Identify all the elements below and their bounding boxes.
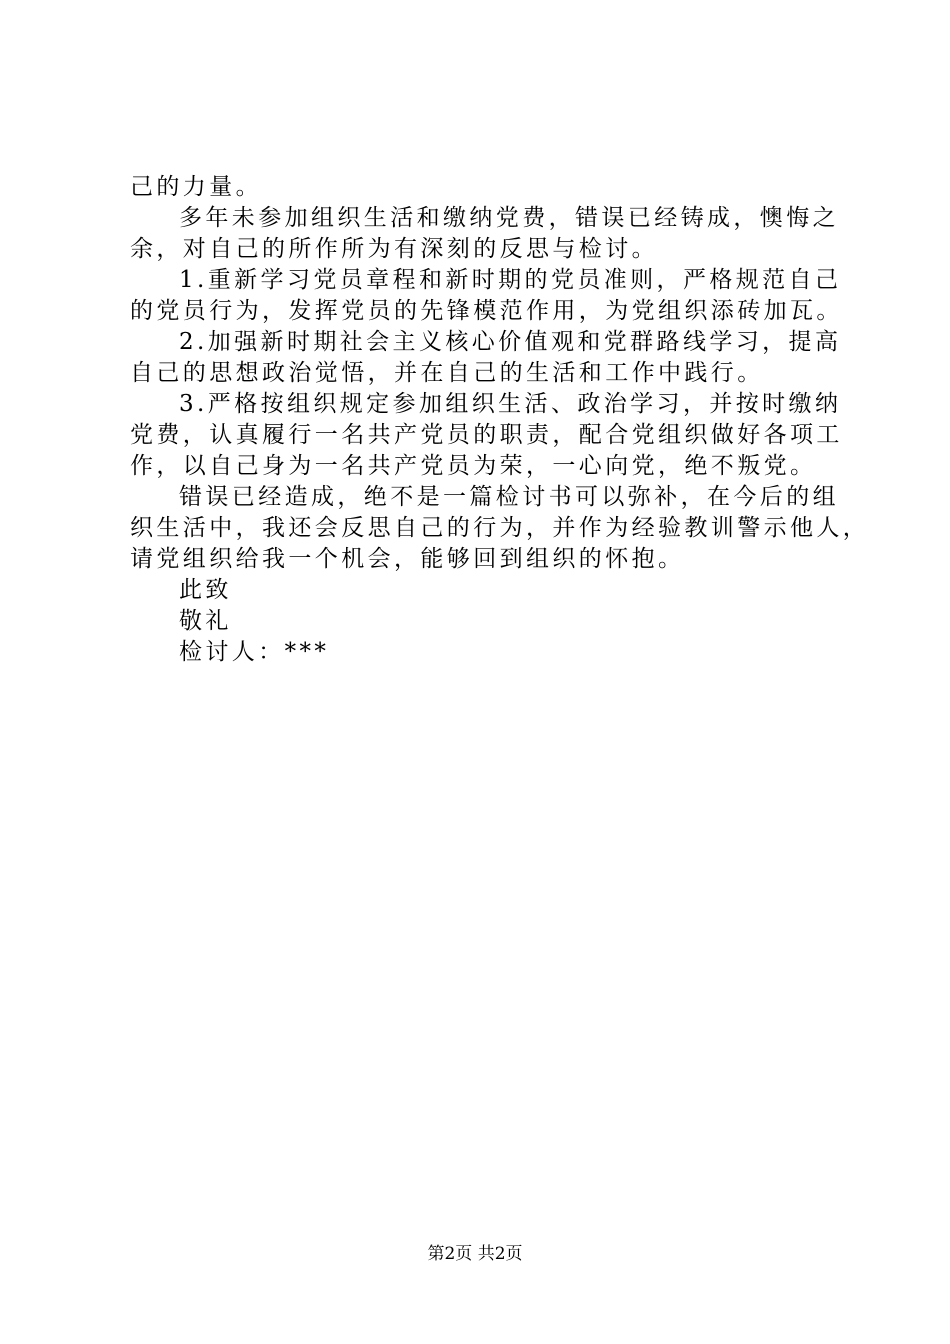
list-item-1-line: 1.重新学习党员章程和新时期的党员准则，严格规范自己 [179, 267, 842, 293]
body-line: 织生活中，我还会反思自己的行为，并作为经验教训警示他人， [130, 515, 870, 541]
signature-line: 检讨人：*** [179, 639, 330, 665]
body-line: 的党员行为，发挥党员的先锋模范作用，为党组织添砖加瓦。 [130, 298, 843, 324]
list-item-2-line: 2.加强新时期社会主义核心价值观和党群路线学习，提高 [179, 329, 842, 355]
page-footer: 第2页 共2页 [427, 1244, 523, 1264]
paragraph-regret-line: 多年未参加组织生活和缴纳党费，错误已经铸成，懊悔之 [179, 205, 839, 231]
list-item-3-line: 3.严格按组织规定参加组织生活、政治学习，并按时缴纳 [179, 391, 842, 417]
body-line: 自己的思想政治觉悟，并在自己的生活和工作中践行。 [130, 360, 764, 386]
body-line: 请党组织给我一个机会，能够回到组织的怀抱。 [130, 546, 685, 572]
salutation-line: 此致 [179, 577, 232, 603]
body-line: 余，对自己的所作所为有深刻的反思与检讨。 [130, 236, 658, 262]
paragraph-closing-line: 错误已经造成，绝不是一篇检讨书可以弥补，在今后的组 [179, 484, 839, 510]
document-body [130, 172, 870, 668]
body-line: 党费，认真履行一名共产党员的职责，配合党组织做好各项工 [130, 422, 843, 448]
regards-line: 敬礼 [179, 608, 232, 634]
body-line: 己的力量。 [130, 174, 262, 200]
body-line: 作，以自己身为一名共产党员为荣，一心向党，绝不叛党。 [130, 453, 817, 479]
